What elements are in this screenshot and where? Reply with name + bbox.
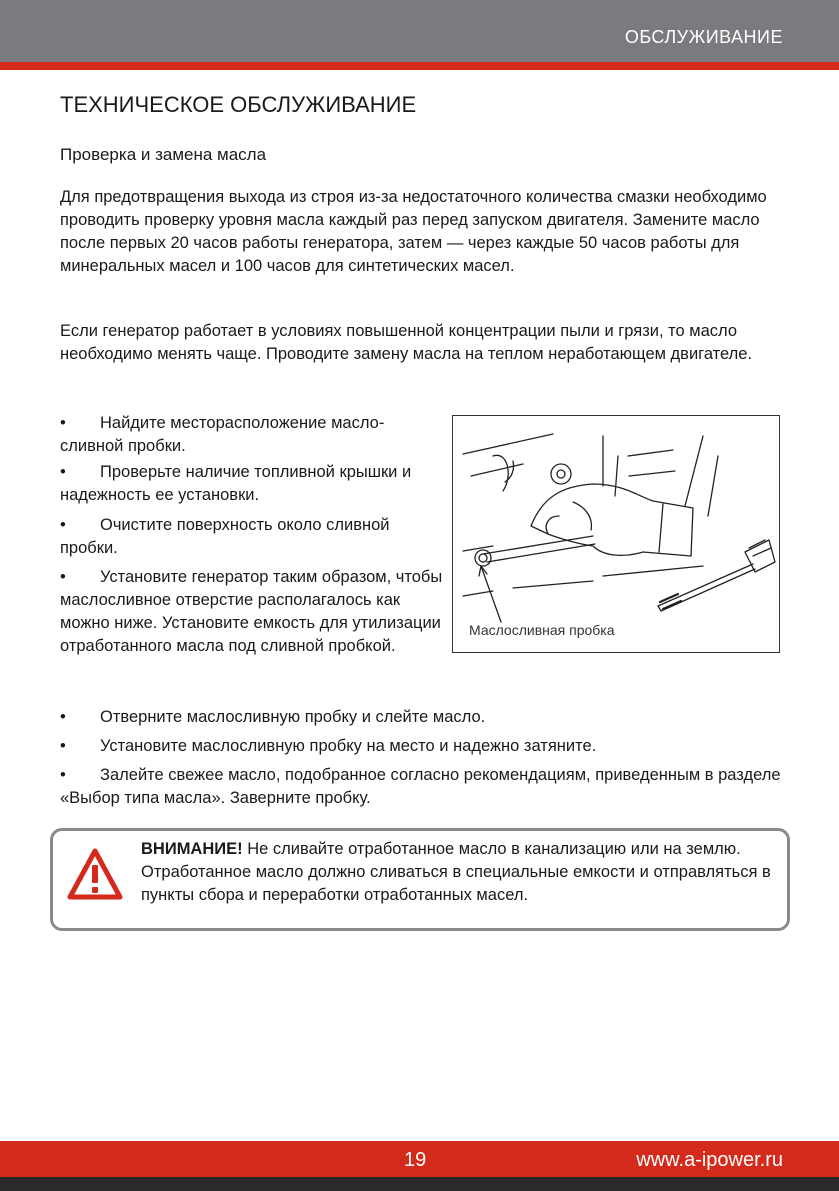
- bullet-dot: •: [60, 766, 66, 784]
- section-subtitle: Проверка и замена масла: [60, 145, 267, 164]
- bullet-text: Проверьте наличие топливной крышки и надежность ее установки.: [60, 463, 412, 504]
- section-label: ОБСЛУЖИВАНИЕ: [624, 27, 783, 47]
- website-link[interactable]: www.a-ipower.ru: [636, 1149, 783, 1171]
- figure-caption: Маслосливная пробка: [469, 622, 615, 638]
- footer-dark-stripe: [0, 1177, 839, 1191]
- bullet-item: [60, 412, 440, 458]
- oil-drain-plug-illustration: [453, 416, 779, 652]
- bullet-item: [60, 566, 445, 658]
- bullet-item: [60, 735, 790, 758]
- bullet-dot: •: [60, 708, 66, 726]
- bullet-dot: •: [60, 516, 66, 534]
- dust-paragraph: Если генератор работает в условиях повышенной концентрации пыли и грязи, то масло необходимо менять чаще. Проводите замену масла на теплом неработающем двигателе.: [60, 322, 753, 363]
- bullet-item: [60, 514, 440, 560]
- warning-triangle-icon: [67, 847, 123, 901]
- bullet-text: Залейте свежее масло, подобранное согласно рекомендациям, приведенным в разделе «Выбор типа масла». Заверните пробку.: [60, 766, 781, 807]
- warning-box: [50, 828, 790, 931]
- bullet-text: Отверните маслосливную пробку и слейте масло.: [100, 708, 486, 726]
- bullet-item: [60, 706, 790, 729]
- bullet-dot: •: [60, 463, 66, 481]
- bullet-text: Очистите поверхность около сливной пробки.: [60, 516, 390, 557]
- bullet-item: [60, 764, 790, 810]
- bullet-dot: •: [60, 414, 66, 432]
- bullet-dot: •: [60, 737, 66, 755]
- page-title: ТЕХНИЧЕСКОЕ ОБСЛУЖИВАНИЕ: [60, 92, 417, 117]
- bullet-dot: •: [60, 568, 66, 586]
- intro-paragraph: Для предотвращения выхода из строя из-за недостаточного количества смазки необходимо проводить проверку уровня масла каждый раз перед запуском двигателя. Замените масло после первых 20 часов работы генератора, затем — через каждые 50 часов работы для минеральных масел и 100 часов для синтетических масел.: [60, 188, 767, 275]
- header-accent-stripe: [0, 62, 839, 70]
- bullet-text: Найдите месторасположение масло-сливной пробки.: [60, 414, 385, 455]
- warning-label: ВНИМАНИЕ!: [141, 840, 243, 858]
- warning-body: Не сливайте отработанное масло в канализацию или на землю. Отработанное масло должно сливаться в специальные емкости и отправляться в пункты сбора и переработки отработанных масел.: [141, 840, 771, 904]
- bullet-text: Установите маслосливную пробку на место и надежно затяните.: [100, 737, 597, 755]
- bullet-item: [60, 461, 440, 507]
- bullet-text: Установите генератор таким образом, чтобы маслосливное отверстие располагалось как можно ниже. Установите емкость для утилизации отработанного масла под сливной пробкой.: [60, 568, 443, 655]
- oil-drain-figure: [452, 415, 780, 653]
- page-number: 19: [404, 1149, 427, 1171]
- warning-text: [141, 838, 781, 907]
